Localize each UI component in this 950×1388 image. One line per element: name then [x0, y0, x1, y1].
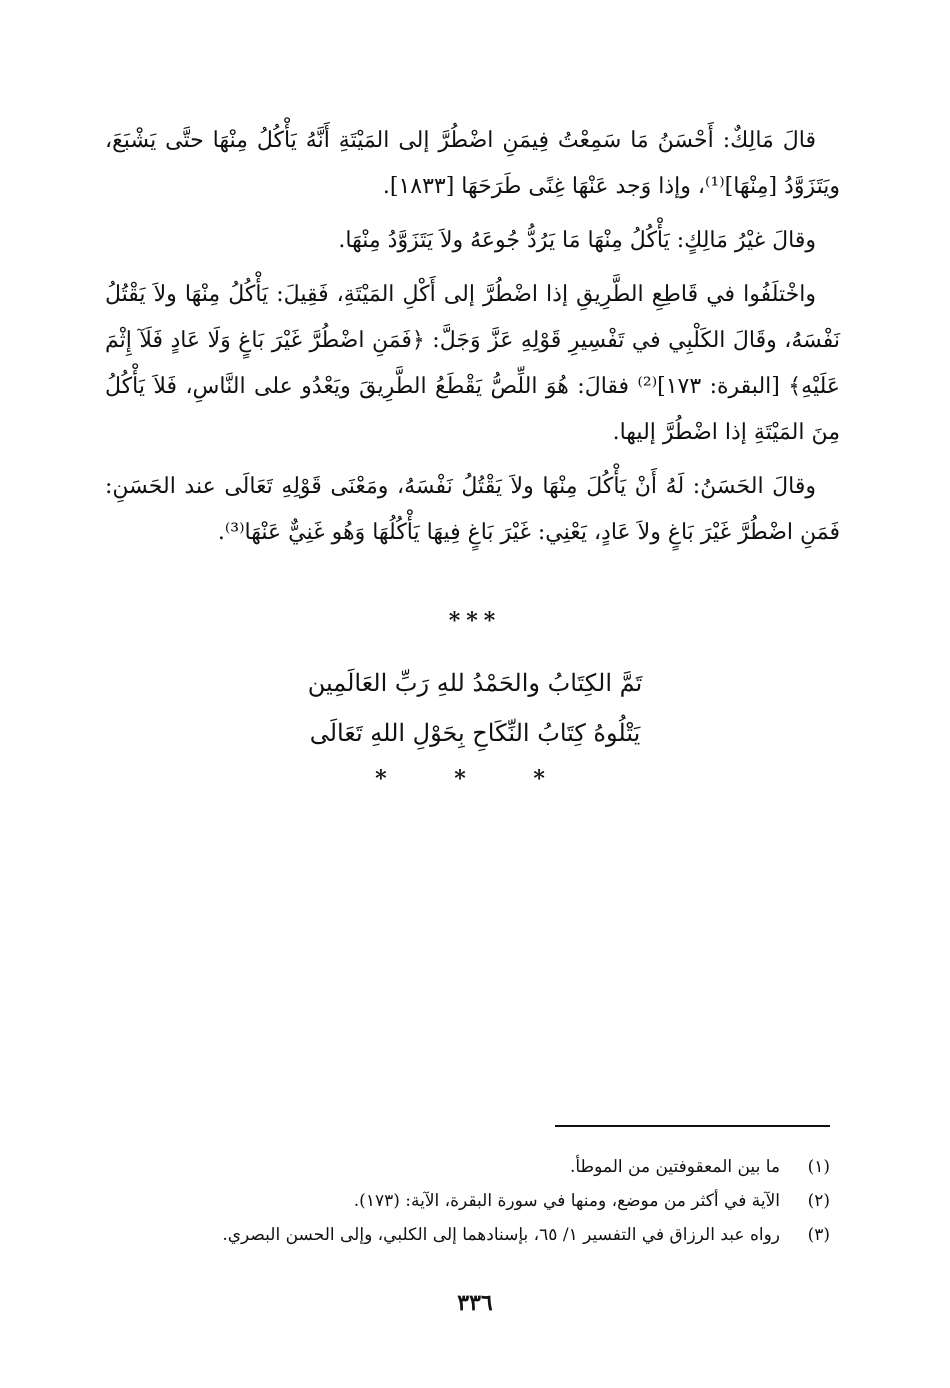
footnote-number: (٣) — [807, 1225, 830, 1245]
footnote-item — [120, 1184, 830, 1218]
ending-line-completion: تَمَّ الكِتَابُ والحَمْدُ للهِ رَبِّ العَالَمِين — [307, 669, 643, 697]
ending-separator: * * * — [375, 766, 575, 792]
footnote-item — [120, 1150, 830, 1184]
page-number: ٣٣٦ — [457, 1290, 493, 1316]
footnote-text: رواه عبد الرزاق في التفسير ١/ ٦٥، بإسنادهما إلى الكلبي، وإلى الحسن البصري. — [222, 1225, 780, 1245]
paragraph-malik: قالَ مَالِكٌ: أَحْسَنُ مَا سَمِعْتُ فِيمَنِ اضْطُرَّ إلى المَيْتَةِ أَنَّهُ يَأْكُلُ مِنْهَا حتَّى يَشْبَعَ، ويَتَزَوَّدُ [مِنْهَا]⁽¹⁾، وإذا وَجد عَنْهَا غِنًى طَرَحَهَا [١٨٣٣]. — [105, 128, 840, 199]
footnote-item — [120, 1218, 830, 1252]
section-separator: *** — [448, 608, 502, 634]
book-ending — [0, 658, 950, 758]
footnote-divider — [555, 1125, 830, 1127]
paragraph-highway-robber: واخْتلَفُوا في قَاطِعِ الطَّرِيقِ إذا اضْطُرَّ إلى أَكْلِ المَيْتَةِ، فَقِيلَ: يَأْكُلُ مِنْهَا ولاَ يَقْتُلُ نَفْسَهُ، وقَالَ الكَلْبِي في تَفْسِيرِ قَوْلِهِ عَزَّ وَجَلَّ: ﴿فَمَنِ اضْطُرَّ غَيْرَ بَاغٍ وَلَا عَادٍ فَلَآ إِثْمَ عَلَيْهِ﴾ [البقرة: ١٧٣]⁽²⁾ فقالَ: هُوَ اللِّصُّ يَقْطَعُ الطَّرِيقَ ويَعْدُو على النَّاسِ، فَلاَ يَأْكُلُ مِنَ المَيْتَةِ إذا اضْطُرَّ إليها. — [105, 282, 840, 445]
footnote-text: ما بين المعقوفتين من الموطأ. — [569, 1157, 780, 1177]
paragraph-other-than-malik: وقالَ غيْرُ مَالِكٍ: يَأْكُلُ مِنْهَا مَا يَرُدُّ جُوعَهُ ولاَ يَتَزَوَّدُ مِنْهَا. — [338, 228, 816, 253]
footnote-text: الآية في أكثر من موضع، ومنها في سورة البقرة، الآية: (١٧٣). — [353, 1191, 780, 1211]
paragraph-hasan: وقالَ الحَسَنُ: لَهُ أَنْ يَأْكُلَ مِنْهَا ولاَ يَقْتُلُ نَفْسَهُ، ومَعْنَى قَوْلِهِ تَعَالَى عند الحَسَنِ: فَمَنِ اضْطُرَّ غَيْرَ بَاغٍ ولاَ عَادٍ، يَعْنِي: غَيْرَ بَاغٍ فِيهَا يَأْكُلُهَا وَهُو غَنِيٌّ عَنْهَا⁽³⁾. — [105, 474, 840, 545]
footnote-number: (٢) — [807, 1191, 830, 1211]
footnote-number: (١) — [807, 1157, 830, 1177]
ending-line-next-book: يَتْلُوهُ كِتَابُ النِّكَاحِ بِحَوْلِ اللهِ تَعَالَى — [309, 719, 641, 747]
footnotes — [120, 1150, 830, 1252]
main-text — [105, 118, 840, 564]
